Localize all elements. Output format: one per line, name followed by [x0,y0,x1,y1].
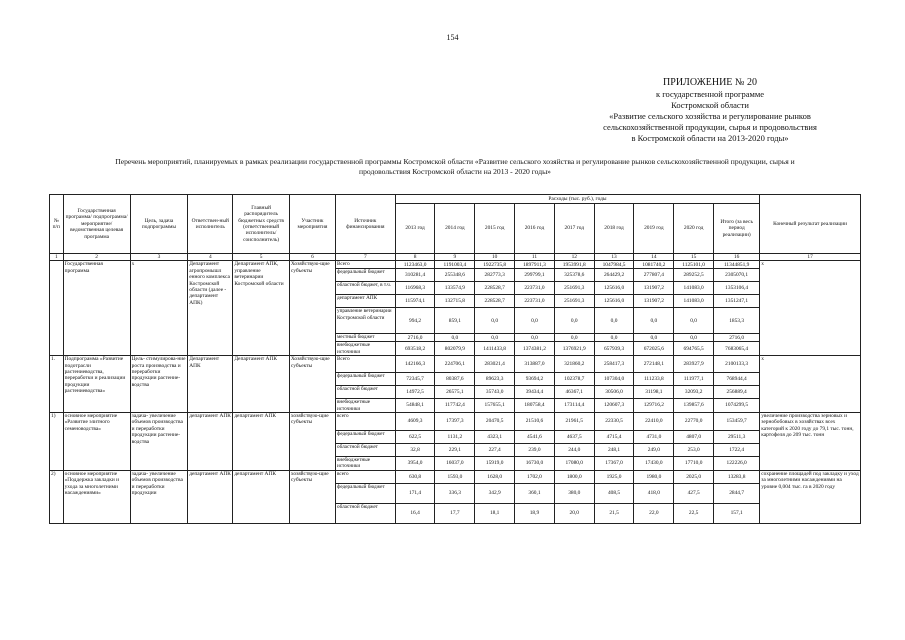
year-value: 4731,0 [634,431,674,444]
year-value: 1374381,2 [515,342,555,356]
year-value: 125616,0 [594,295,634,308]
appendix-line: сельскохозяйственной продукции, сырья и продовольствия [603,122,817,132]
table-row [50,413,861,431]
total-value: 11344851,9 [714,261,760,269]
year-value: 310281,4 [395,269,435,282]
year-value: 116968,3 [395,282,435,295]
header-total: Итого (за весь период реализации) [714,204,760,254]
year-value: 272148,1 [634,356,674,373]
year-value: 21,5 [594,503,634,523]
year-value: 46367,1 [554,386,594,399]
year-value: 141083,0 [674,295,714,308]
column-index: 6 [289,254,335,261]
total-value: 1074299,5 [714,399,760,413]
year-value: 22,5 [674,503,714,523]
participant-cell: Хозяйствую-щие субъекты [289,261,335,356]
program-name: основное мероприятие «Поддержка закладки и ухода за многолетними насаждениями» [63,470,130,523]
year-value: 21510,6 [515,413,555,431]
funding-source: Всего [335,261,395,269]
header-year: 2020 год [674,204,714,254]
year-value: 93694,2 [515,373,555,386]
funding-source: всего [335,470,395,483]
table-header [50,195,861,261]
header-year: 2016 год [515,204,555,254]
year-value: 1411433,8 [475,342,515,356]
header-program: Государственная программа/ подпрограмма/ мероприятие/ ведомственная целевая программа [63,195,130,254]
total-value: 2716,0 [714,334,760,342]
year-value: 0,0 [634,308,674,334]
goal-cell: х [130,261,188,356]
year-value: 408,5 [594,483,634,503]
year-value: 1081740,2 [634,261,674,269]
year-value: 4323,1 [475,431,515,444]
year-value: 32,8 [395,444,435,457]
year-value: 223731,0 [515,295,555,308]
table-row [50,261,861,269]
manager-cell: департамент АПК [233,470,290,523]
year-value: 264429,2 [594,269,634,282]
funding-source: внебюджетные источники [335,399,395,413]
column-index: 4 [188,254,233,261]
result-cell: сохранение площадей под закладку и уход за многолетними насаждениями на уровне 0,004 тыс. га в 2020 году [760,470,861,523]
header-participant: Участник мероприятия [289,195,335,254]
year-value: 0,0 [554,334,594,342]
row-number: 1) [50,413,64,471]
year-value: 253,0 [674,444,714,457]
year-value: 1131,2 [435,431,475,444]
year-value: 22410,0 [634,413,674,431]
year-value: 89623,3 [475,373,515,386]
total-value: 157,1 [714,503,760,523]
header-year: 2017 год [554,204,594,254]
year-value: 80387,6 [435,373,475,386]
year-value: 1922735,8 [475,261,515,269]
caption-line: Перечень мероприятий, планируемых в рамках реализации государственной программы Костромской области «Развитие сельского хозяйства и регулирование рынков сельскохозяйственной продукции, сырья и [115,157,795,166]
year-value: 131907,2 [634,282,674,295]
header-year: 2019 год [634,204,674,254]
year-value: 21961,5 [554,413,594,431]
funding-source: местный бюджет [335,334,395,342]
year-value: 17,7 [435,503,475,523]
year-value: 4637,5 [554,431,594,444]
header-year: 2014 год [435,204,475,254]
year-value: 657939,3 [594,342,634,356]
column-index: 8 [395,254,435,261]
funding-source: федеральный бюджет [335,373,395,386]
column-index-row [50,254,861,261]
year-value: 321860,2 [554,356,594,373]
year-value: 17367,0 [594,457,634,471]
year-value: 72345,7 [395,373,435,386]
year-value: 171,4 [395,483,435,503]
year-value: 693518,2 [395,342,435,356]
year-value: 859,1 [435,308,475,334]
year-value: 0,0 [475,308,515,334]
program-name: Подпрограмма «Развитие подотрасли растениеводства, переработки и реализации продукции растениеводства» [63,356,130,413]
year-value: 20470,5 [475,413,515,431]
year-value: 0,0 [674,308,714,334]
year-value: 380,0 [554,483,594,503]
year-value: 133574,9 [435,282,475,295]
year-value: 129716,2 [634,399,674,413]
year-value: 1953991,8 [554,261,594,269]
column-index: 12 [554,254,594,261]
funding-source: внебюджетные источники [335,457,395,471]
header-executor: Ответствен-ный исполнитель [188,195,233,254]
year-value: 17710,0 [674,457,714,471]
year-value: 139857,6 [674,399,714,413]
year-value: 1628,0 [475,470,515,483]
year-value: 117742,4 [435,399,475,413]
appendix-header [560,76,860,144]
year-value: 228528,7 [475,295,515,308]
year-value: 223731,0 [515,282,555,295]
year-value: 1376921,9 [554,342,594,356]
table-row [50,470,861,483]
program-name: Государственная программа [63,261,130,356]
year-value: 173114,4 [554,399,594,413]
header-expenses: Расходы (тыс. руб.), годы [395,195,760,204]
year-value: 22330,5 [594,413,634,431]
year-value: 672025,6 [634,342,674,356]
year-value: 325378,6 [554,269,594,282]
caption-line: продовольствия Костромской области на 2013 - 2020 годы» [359,167,551,176]
result-cell: х [760,356,861,413]
year-value: 54848,1 [395,399,435,413]
year-value: 107304,0 [594,373,634,386]
total-value: 122226,0 [714,457,760,471]
column-index: 15 [674,254,714,261]
year-value: 1925,0 [594,470,634,483]
year-value: 239,0 [515,444,555,457]
total-value: 1351247,1 [714,295,760,308]
total-value: 1353106,4 [714,282,760,295]
year-value: 229,1 [435,444,475,457]
goal-cell: задача- увеличение объемов производства и переработки продукции растение-водства [130,413,188,471]
year-value: 4541,6 [515,431,555,444]
year-value: 336,3 [435,483,475,503]
executor-cell: департамент АПК [188,413,233,471]
year-value: 125616,0 [594,282,634,295]
total-value: 7683065,4 [714,342,760,356]
row-number: 2) [50,470,64,523]
year-value: 16037,0 [435,457,475,471]
total-value: 1722,4 [714,444,760,457]
year-value: 141083,0 [674,282,714,295]
year-value: 227,4 [475,444,515,457]
column-index: 2 [63,254,130,261]
header-year: 2018 год [594,204,634,254]
year-value: 1123463,0 [395,261,435,269]
appendix-line: в Костромской области на 2013-2020 годы» [631,133,789,143]
year-value: 18,9 [515,503,555,523]
year-value: 251691,3 [554,295,594,308]
year-value: 1800,0 [554,470,594,483]
year-value: 342,9 [475,483,515,503]
manager-cell: Департамент АПК [233,356,290,413]
funding-source: областной бюджет [335,444,395,457]
year-value: 32093,2 [674,386,714,399]
year-value: 1593,0 [435,470,475,483]
page-number: 154 [446,33,459,42]
year-value: 248,1 [594,444,634,457]
year-value: 157655,1 [475,399,515,413]
funding-source: департамент АПК [335,295,395,308]
table-row [50,356,861,373]
year-value: 244,0 [554,444,594,457]
year-value: 17430,0 [634,457,674,471]
year-value: 258417,3 [594,356,634,373]
year-value: 360,1 [515,483,555,503]
total-value: 768944,4 [714,373,760,386]
column-index: 11 [515,254,555,261]
year-value: 17080,0 [554,457,594,471]
column-index: 3 [130,254,188,261]
appendix-line: Костромской области [671,100,749,110]
participant-cell: хозяйствую-щие субъекты [289,470,335,523]
executor-cell: Департамент АПК [188,356,233,413]
year-value: 4807,0 [674,431,714,444]
year-value: 120607,3 [594,399,634,413]
funding-source: областной бюджет, в т.ч. [335,282,395,295]
year-value: 35743,0 [475,386,515,399]
year-value: 283927,9 [674,356,714,373]
year-value: 31198,1 [634,386,674,399]
year-value: 0,0 [674,334,714,342]
header-year: 2015 год [475,204,515,254]
year-value: 277807,4 [634,269,674,282]
row-number: 1. [50,356,64,413]
program-name: основное мероприятие «Развитие элитного семеноводства» [63,413,130,471]
header-year: 2013 год [395,204,435,254]
year-value: 26575,1 [435,386,475,399]
executor-cell: Департамент агропромышл енного комплекса Костромской области (далее - департамент АПК) [188,261,233,356]
year-value: 1897911,3 [515,261,555,269]
year-value: 694765,5 [674,342,714,356]
year-value: 0,0 [515,334,555,342]
year-value: 30506,0 [594,386,634,399]
column-index: 5 [233,254,290,261]
funding-source: областной бюджет [335,386,395,399]
year-value: 0,0 [515,308,555,334]
total-value: 256889,4 [714,386,760,399]
funding-source: управление ветеринарии Костромской области [335,308,395,334]
year-value: 16730,0 [515,457,555,471]
year-value: 20,0 [554,503,594,523]
year-value: 131907,2 [634,295,674,308]
year-value: 0,0 [594,308,634,334]
year-value: 255348,6 [435,269,475,282]
year-value: 249,0 [634,444,674,457]
year-value: 102378,7 [554,373,594,386]
manager-cell: департамент АПК [233,413,290,471]
total-value: 2305070,1 [714,269,760,282]
year-value: 39434,4 [515,386,555,399]
total-value: 2844,7 [714,483,760,503]
year-value: 180758,4 [515,399,555,413]
header-source: Источник финансирования [335,195,395,254]
year-value: 0,0 [435,334,475,342]
funding-source: областной бюджет [335,503,395,523]
year-value: 418,0 [634,483,674,503]
goal-cell: задача- увеличение объемов производства и переработки продукции [130,470,188,523]
year-value: 313887,0 [515,356,555,373]
manager-cell: Департамент АПК, управление ветеринарии Костромской области [233,261,290,356]
year-value: 2716,0 [395,334,435,342]
funding-source: Всего [335,356,395,373]
year-value: 282773,3 [475,269,515,282]
total-value: 29511,3 [714,431,760,444]
row-number [50,261,64,356]
year-value: 224706,1 [435,356,475,373]
funding-source: федеральный бюджет [335,269,395,282]
column-index: 14 [634,254,674,261]
year-value: 228528,7 [475,282,515,295]
header-result: Конечный результат реализации [760,195,861,254]
column-index: 10 [475,254,515,261]
year-value: 22,0 [634,503,674,523]
year-value: 18,1 [475,503,515,523]
year-value: 4609,3 [395,413,435,431]
year-value: 1125101,0 [674,261,714,269]
table-body [50,261,861,523]
year-value: 630,8 [395,470,435,483]
year-value: 3954,0 [395,457,435,471]
year-value: 283021,4 [475,356,515,373]
year-value: 0,0 [475,334,515,342]
result-cell: увеличение производства зерновых и зернобобовых в хозяйствах всех категорий к 2020 году до 79,1 тыс. тонн, картофеля до 209 тыс. тонн [760,413,861,471]
column-index: 9 [435,254,475,261]
year-value: 22770,0 [674,413,714,431]
year-value: 622,5 [395,431,435,444]
year-value: 2025,0 [674,470,714,483]
year-value: 111233,8 [634,373,674,386]
year-value: 16,4 [395,503,435,523]
year-value: 15919,0 [475,457,515,471]
participant-cell: Хозяйствую-щие субъекты [289,356,335,413]
column-index: 7 [335,254,395,261]
year-value: 0,0 [554,308,594,334]
funding-source: внебюджетные источники [335,342,395,356]
total-value: 2100133,3 [714,356,760,373]
year-value: 994,2 [395,308,435,334]
column-index: 13 [594,254,634,261]
year-value: 132715,8 [435,295,475,308]
year-value: 111977,1 [674,373,714,386]
appendix-line: «Развитие сельского хозяйства и регулирование рынков [609,111,811,121]
column-index: 17 [760,254,861,261]
total-value: 153459,7 [714,413,760,431]
year-value: 1191003,4 [435,261,475,269]
executor-cell: департамент АПК [188,470,233,523]
goal-cell: Цель- стимулирова-ние роста производства и переработки продукции растение-водства [130,356,188,413]
table-caption [55,157,855,177]
total-value: 1853,3 [714,308,760,334]
appendix-line: к государственной программе [655,89,765,99]
column-index: 1 [50,254,64,261]
appendix-title: ПРИЛОЖЕНИЕ № 20 [663,77,757,88]
year-value: 299799,1 [515,269,555,282]
year-value: 115974,1 [395,295,435,308]
year-value: 142166,3 [395,356,435,373]
year-value: 1980,0 [634,470,674,483]
year-value: 1702,0 [515,470,555,483]
year-value: 802079,9 [435,342,475,356]
funding-source: федеральный бюджет [335,431,395,444]
year-value: 0,0 [594,334,634,342]
year-value: 427,5 [674,483,714,503]
column-index: 16 [714,254,760,261]
header-goal: Цель, задача подпрограммы [130,195,188,254]
year-value: 1047984,5 [594,261,634,269]
result-cell: х [760,261,861,356]
year-value: 289252,5 [674,269,714,282]
year-value: 14972,5 [395,386,435,399]
funding-source: всего [335,413,395,431]
header-manager: Главный распорядитель бюджетных средств (ответственный исполнитель/ соисполнитель) [233,195,290,254]
activities-table [49,194,861,524]
year-value: 17397,3 [435,413,475,431]
year-value: 4715,4 [594,431,634,444]
total-value: 13283,8 [714,470,760,483]
funding-source: федеральный бюджет [335,483,395,503]
year-value: 0,0 [634,334,674,342]
header-no: № п/п [50,195,64,254]
participant-cell: хозяйствую-щие субъекты [289,413,335,471]
year-value: 251691,3 [554,282,594,295]
